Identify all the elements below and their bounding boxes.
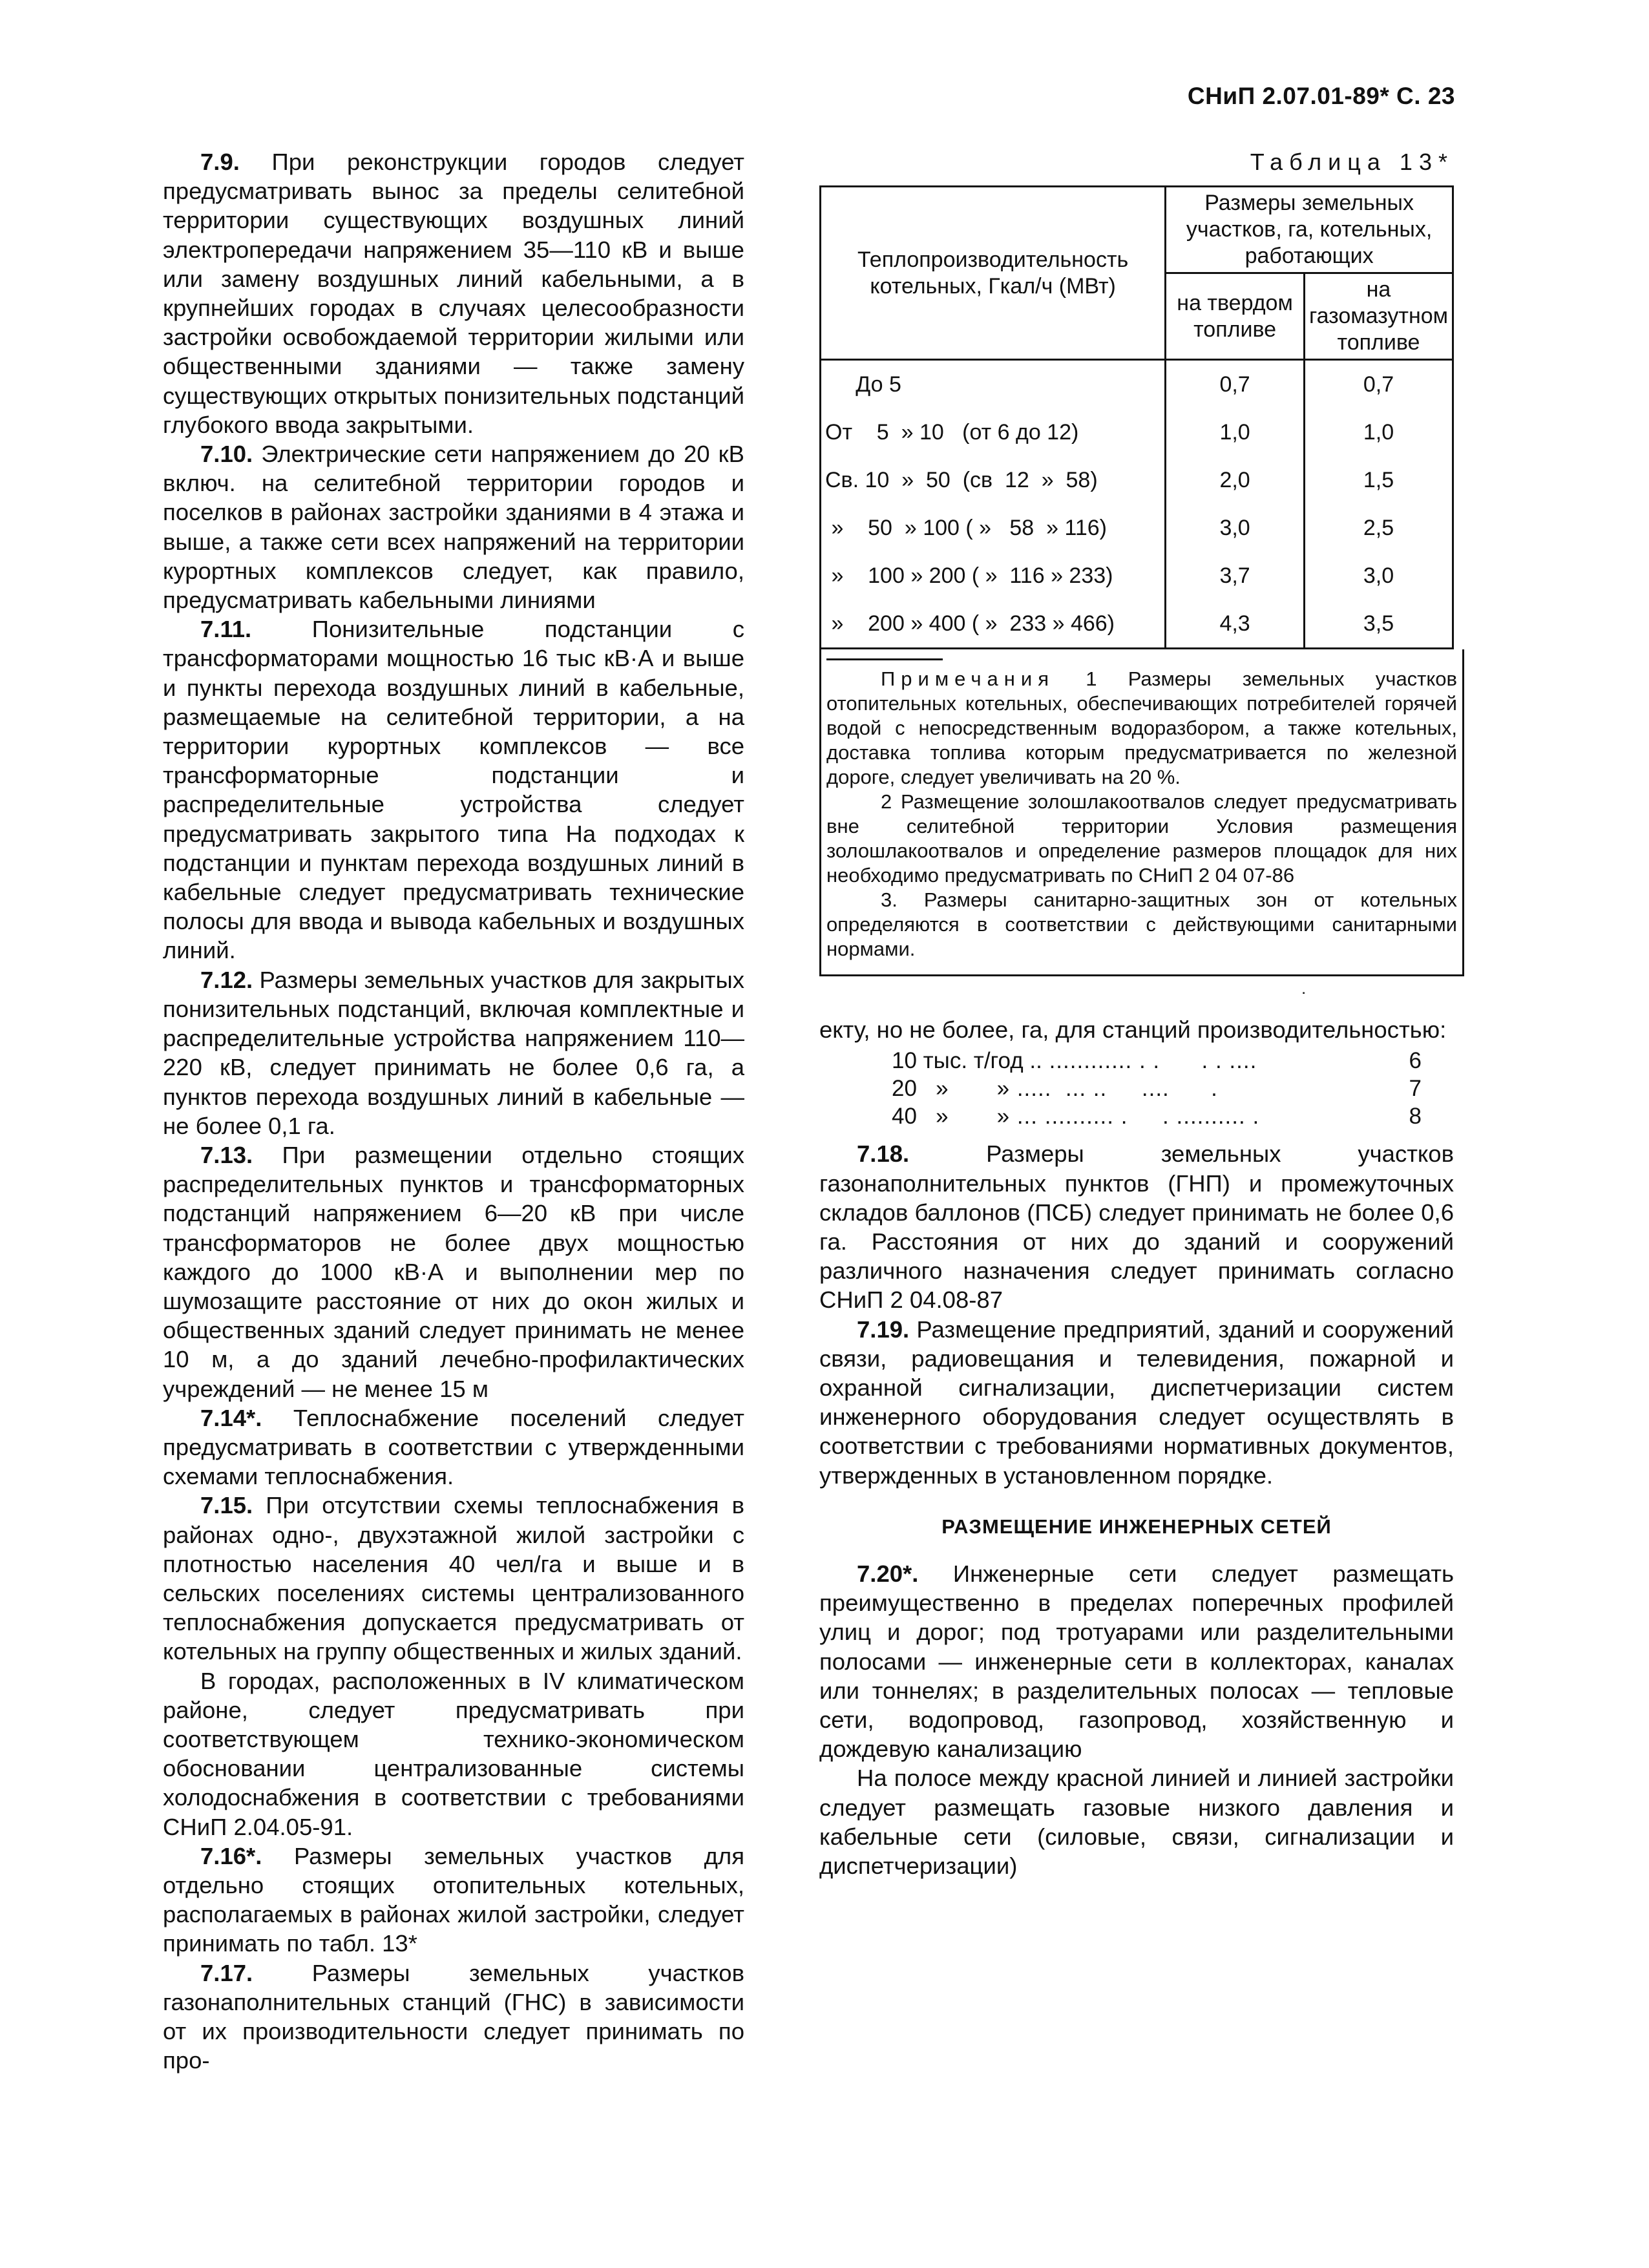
- station-label: 20 »: [892, 1076, 949, 1102]
- station-value: 8: [1409, 1104, 1422, 1129]
- table-row: [821, 360, 1453, 409]
- station-label: 40 »: [892, 1104, 949, 1129]
- cell-solid-fuel: 3,0: [1166, 504, 1305, 552]
- cell-capacity-range: До 5: [821, 360, 1166, 409]
- stray-mark: ˙: [1301, 989, 1308, 1011]
- table-row: [821, 552, 1453, 600]
- clause-text: При реконструкции городов следует предусматривать вынос за пределы селитебной территории существующих воздушных линий электропередачи напряжением 35—110 кВ и выше или замену воздушных линий кабельными, а в крупнейших городах в случаях целесообразности застройки освобождаемой территории жилыми или общественными зданиями — также замену существующих открытых понизительных подстанций глубокого ввода закрытыми.: [163, 149, 744, 438]
- clause-number: 7.18.: [857, 1140, 910, 1168]
- paragraph-7-20: [819, 1559, 1454, 1763]
- cell-solid-fuel: 2,0: [1166, 456, 1305, 504]
- table-row: [821, 408, 1453, 456]
- clause-text: Размеры земельных участков газонаполнительных пунктов (ГНП) и промежуточных складов баллонов (ПСБ) следует принимать не более 0,6 га. Расстояния от них до зданий и сооружений различного назначения следует принимать согласно СНиП 2 04.08-87: [819, 1140, 1454, 1314]
- paragraph-7-19: [819, 1315, 1454, 1490]
- table-row: [821, 504, 1453, 552]
- clause-number: 7.20*.: [857, 1560, 919, 1588]
- cell-gas-fuel: 3,0: [1304, 552, 1453, 600]
- paragraph-7-11: [163, 614, 744, 965]
- table-notes: [819, 649, 1464, 976]
- clause-number: 7.19.: [857, 1316, 910, 1343]
- clause-text: Размеры земельных участков газонаполнительных станций (ГНС) в зависимости от их производительности следует принимать по про-: [163, 1959, 744, 2074]
- cell-gas-fuel: 1,0: [1304, 408, 1453, 456]
- clause-number: 7.14*.: [200, 1404, 262, 1431]
- note-text: 1 Размеры земельных участков отопительных котельных, обеспечивающих потребителей горячей водой с непосредственным водоразбором, а также котельных, доставка топлива которым предусматривается по железной дороге, следует увеличивать на 20 %.: [826, 667, 1457, 789]
- cell-solid-fuel: 0,7: [1166, 360, 1305, 409]
- col-header-solid-fuel: на твердом топливе: [1166, 273, 1305, 360]
- section-heading: РАЗМЕЩЕНИЕ ИНЖЕНЕРНЫХ СЕТЕЙ: [941, 1515, 1332, 1538]
- list-item: [819, 1047, 1454, 1075]
- station-label: 10 тыс. т/год ..: [892, 1048, 1042, 1074]
- paragraph-7-9: [163, 147, 744, 439]
- spacer: [1422, 1102, 1454, 1130]
- station-value: 7: [1409, 1076, 1422, 1102]
- stray-mark-row: [819, 976, 1454, 1015]
- paragraph-7-10: [163, 439, 744, 614]
- left-column: [163, 147, 744, 2075]
- clause-number: 7.10.: [200, 441, 253, 468]
- cell-capacity-range: » 100 » 200 ( » 116 » 233): [821, 552, 1166, 600]
- clause-number: 7.9.: [200, 149, 240, 175]
- clause-text: В городах, расположенных в IV климатическом районе, следует предусматривать при соответствующем технико-экономическом обосновании централизованные системы холодоснабжения в соответствии с требованиями СНиП 2.04.05-91.: [163, 1667, 744, 1840]
- list-item: [819, 1102, 1454, 1130]
- clause-text: На полосе между красной линией и линией застройки следует размещать газовые низкого давления и кабельные сети (силовые, связи, сигнализации и диспетчеризации): [819, 1765, 1454, 1880]
- leader-dots: » ..... ... .. .... .: [948, 1076, 1225, 1102]
- cell-gas-fuel: 2,5: [1304, 504, 1453, 552]
- table-row: [821, 456, 1453, 504]
- clause-text: При размещении отдельно стоящих распределительных пунктов и трансформаторных подстанций напряжением 6—20 кВ при числе трансформаторов не более двух мощностью каждого до 1000 кВ·А и выполнении мер по шумозащите расстояние от них до окон жилых и общественных зданий следует принимать не менее 10 м, а до зданий лечебно-профилактических учреждений — не менее 15 м: [163, 1141, 744, 1402]
- list-item: [819, 1075, 1454, 1102]
- note-2: [826, 790, 1457, 888]
- right-column: [819, 147, 1457, 1880]
- clause-text: Понизительные подстанции с трансформаторами мощностью 16 тыс кВ·А и выше и пункты перехода воздушных линий в кабельные, размещаемые на селитебной территории, а на территории курортных комплексов — все трансформаторные подстанции и распределительные устройства следует предусматривать закрытого типа На подходах к подстанции и пунктам перехода воздушных линий в кабельные следует предусматривать технические полосы для ввода и вывода кабельных и воздушных линий.: [163, 616, 744, 964]
- clause-text: Размеры земельных участков для отдельно стоящих отопительных котельных, располагаемых в районах жилой застройки, следует принимать по табл. 13*: [163, 1842, 744, 1957]
- paragraph-7-16: [163, 1842, 744, 1958]
- paragraph-7-17-cont: екту, но не более, га, для станций производительностью:: [819, 1016, 1447, 1044]
- station-value: 6: [1409, 1048, 1422, 1074]
- note-1: [826, 667, 1457, 790]
- spacer: [1422, 1047, 1454, 1075]
- col-header-plot-size: Размеры земельных участков, га, котельных, работающих: [1166, 187, 1453, 273]
- cell-gas-fuel: 1,5: [1304, 456, 1453, 504]
- paragraph-7-14: [163, 1403, 744, 1491]
- clause-text: Размещение предприятий, зданий и сооружений связи, радиовещания и телевидения, пожарной и охранной сигнализации, диспетчеризации систем инженерного оборудования следует осуществлять в соответствии с требованиями нормативных документов, утвержденных в установленном порядке.: [819, 1316, 1454, 1489]
- clause-number: 7.13.: [200, 1141, 253, 1168]
- cell-capacity-range: » 200 » 400 ( » 233 » 466): [821, 600, 1166, 649]
- clause-text: Электрические сети напряжением до 20 кВ включ. на селитебной территории городов и поселков в районах застройки зданиями в 4 этажа и выше, а также сети всех напряжений на территории курортных комплексов следует, как правило, предусматривать кабельными линиями: [163, 441, 744, 614]
- table-13: [819, 185, 1454, 649]
- spacer: [1422, 1075, 1454, 1102]
- cell-gas-fuel: 3,5: [1304, 600, 1453, 649]
- note-3: [826, 888, 1457, 961]
- col-header-gas-fuel: на газомазутном топливе: [1304, 273, 1453, 360]
- cell-solid-fuel: 4,3: [1166, 600, 1305, 649]
- cell-solid-fuel: 1,0: [1166, 408, 1305, 456]
- notes-title: Примечания: [881, 667, 1055, 691]
- paragraph-7-15-cont: [163, 1666, 744, 1842]
- leader-dots: » ... .......... . . .......... .: [948, 1104, 1266, 1129]
- cell-gas-fuel: 0,7: [1304, 360, 1453, 409]
- paragraph-7-20-cont: [819, 1763, 1454, 1880]
- clause-text: Инженерные сети следует размещать преимущественно в пределах поперечных профилей улиц и дорог; под тротуарами или разделительными полосами — инженерные сети в коллекторах, каналах или тоннелях; в разделительных полосах — тепловые сети, водопровод, газопровод, хозяйственную и дождевую канализацию: [819, 1560, 1454, 1763]
- table-caption: Таблица 13*: [1250, 149, 1454, 175]
- cell-solid-fuel: 3,7: [1166, 552, 1305, 600]
- clause-number: 7.16*.: [200, 1842, 262, 1869]
- page-header: СНиП 2.07.01-89* С. 23: [1187, 83, 1455, 109]
- clause-number: 7.12.: [200, 966, 253, 993]
- clause-text: Теплоснабжение поселений следует предусматривать в соответствии с утвержденными схемами теплоснабжения.: [163, 1404, 744, 1490]
- leader-dots: ............ . . . . ....: [1042, 1048, 1265, 1074]
- cell-capacity-range: От 5 » 10 (от 6 до 12): [821, 408, 1166, 456]
- table-row: [821, 600, 1453, 649]
- cell-capacity-range: » 50 » 100 ( » 58 » 116): [821, 504, 1166, 552]
- paragraph-7-12: [163, 965, 744, 1140]
- paragraph-7-17: [163, 1958, 744, 2075]
- cell-capacity-range: Св. 10 » 50 (св 12 » 58): [821, 456, 1166, 504]
- col-header-capacity: Теплопроизводительность котельных, Гкал/ч (МВт): [821, 187, 1166, 360]
- note-text: 3. Размеры санитарно-защитных зон от котельных определяются в соответствии с действующими санитарными нормами.: [826, 888, 1457, 961]
- note-text: 2 Размещение золошлакоотвалов следует предусматривать вне селитебной территории Условия размещения золошлакоотвалов и определение размеров площадок для них необходимо предусматривать по СНиП 2 04 07-86: [826, 790, 1457, 887]
- clause-text: При отсутствии схемы теплоснабжения в районах одно-, двухэтажной жилой застройки с плотностью населения 40 чел/га и выше и в сельских поселениях системы централизованного теплоснабжения допускается предусматривать от котельных на группу общественных и жилых зданий.: [163, 1492, 744, 1665]
- paragraph-7-13: [163, 1140, 744, 1403]
- paragraph-7-15: [163, 1491, 744, 1666]
- clause-number: 7.17.: [200, 1959, 253, 1986]
- clause-number: 7.11.: [200, 616, 252, 643]
- clause-text: Размеры земельных участков для закрытых понизительных подстанций, включая комплектные и распределительные устройства напряжением 110—220 кВ, следует принимать не более 0,6 га, а пунктов перехода воздушных линий в кабельные — не более 0,1 га.: [163, 966, 744, 1139]
- paragraph-7-18: [819, 1139, 1454, 1314]
- notes-divider: [826, 658, 943, 660]
- station-capacity-list: [819, 1047, 1454, 1130]
- clause-number: 7.15.: [200, 1492, 253, 1519]
